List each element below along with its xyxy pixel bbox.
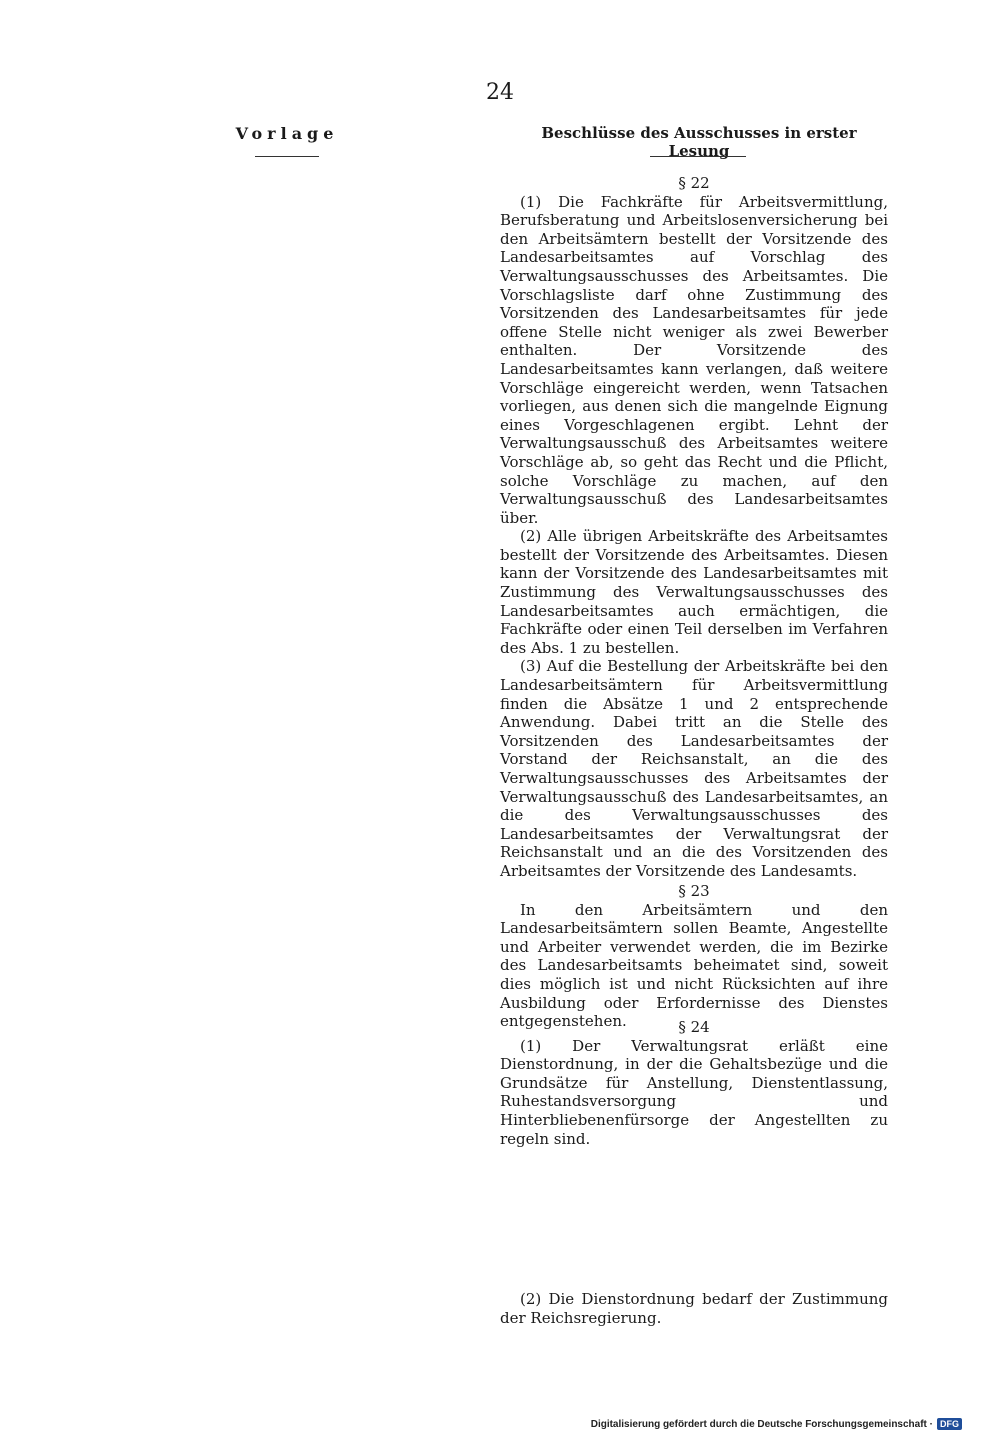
right-column-heading: Beschlüsse des Ausschusses in erster Lesung <box>541 124 857 160</box>
section-24 <box>500 1018 888 1148</box>
section-23 <box>500 882 888 1031</box>
left-column-heading: Vorlage <box>235 124 339 143</box>
paragraph: (3) Auf die Bestellung der Arbeitskräfte bei den Landesarbeitsämtern für Arbeitsvermittlung finden die Absätze 1 und 2 entsprechende Anwendung. Dabei tritt an die Stelle des Vorsitzenden des Landesarbeitsamtes der Vorstand der Reichsanstalt, an die des Verwaltungsausschusses des Arbeitsamtes der Verwaltungsausschuß des Landesarbeitsamtes, an die des Verwaltungsausschusses des Landesarbeitsamtes der Verwaltungsrat der Reichsanstalt und an die des Vorsitzenden des Arbeitsamtes der Vorsitzende des Landesamts. <box>500 657 888 880</box>
paragraph: (2) Alle übrigen Arbeitskräfte des Arbeitsamtes bestellt der Vorsitzende des Arbeitsamtes. Diesen kann der Vorsitzende des Landesarbeitsamtes mit Zustimmung des Verwaltungsausschusses des Landesarbeitsamtes auch ermächtigen, die Fachkräfte oder einen Teil derselben im Verfahren des Abs. 1 zu bestellen. <box>500 527 888 657</box>
paragraph: (2) Die Dienstordnung bedarf der Zustimmung der Reichsregierung. <box>500 1290 888 1327</box>
section-title: § 23 <box>678 882 710 900</box>
left-heading-rule <box>255 156 319 157</box>
paragraph: In den Arbeitsämtern und den Landesarbeitsämtern sollen Beamte, Angestellte und Arbeiter verwendet werden, die im Bezirke des Landesarbeitsamts beheimatet sind, soweit dies möglich ist und nicht Rücksichten auf ihre Ausbildung oder Erfordernisse des Dienstes entgegenstehen. <box>500 900 888 1031</box>
right-heading-rule <box>650 156 746 157</box>
paragraph: (1) Der Verwaltungsrat erläßt eine Dienstordnung, in der die Gehaltsbezüge und die Grundsätze für Anstellung, Dienstentlassung, Ruhestandsversorgung und Hinterbliebenenfürsorge der Angestellten zu regeln sind. <box>500 1036 888 1148</box>
section-title: § 24 <box>678 1018 710 1036</box>
section-22 <box>500 174 888 881</box>
section-title: § 22 <box>678 174 710 192</box>
footer-credit <box>591 1418 962 1430</box>
section-24-paragraph-2 <box>500 1290 888 1327</box>
paragraph: (1) Die Fachkräfte für Arbeitsvermittlung, Berufsberatung und Arbeitslosenversicherung bei den Arbeitsämtern bestellt der Vorsitzende des Landesarbeitsamtes auf Vorschlag des Verwaltungsausschusses des Arbeitsamtes. Die Vorschlagsliste darf ohne Zustimmung des Vorsitzenden des Landesarbeitsamtes für jede offene Stelle nicht weniger als zwei Bewerber enthalten. Der Vorsitzende des Landesarbeitsamtes kann verlangen, daß weitere Vorschläge eingereicht werden, wenn Tatsachen vorliegen, aus denen sich die mangelnde Eignung eines Vorgeschlagenen ergibt. Lehnt der Verwaltungsausschuß des Arbeitsamtes weitere Vorschläge ab, so geht das Recht und die Pflicht, solche Vorschläge zu machen, auf den Verwaltungsausschuß des Landesarbeitsamtes über. <box>500 192 888 527</box>
page-number: 24 <box>486 80 514 105</box>
footer-text: Digitalisierung gefördert durch die Deutsche Forschungsgemeinschaft · <box>590 1418 933 1430</box>
dfg-logo-icon: DFG <box>937 1418 962 1430</box>
